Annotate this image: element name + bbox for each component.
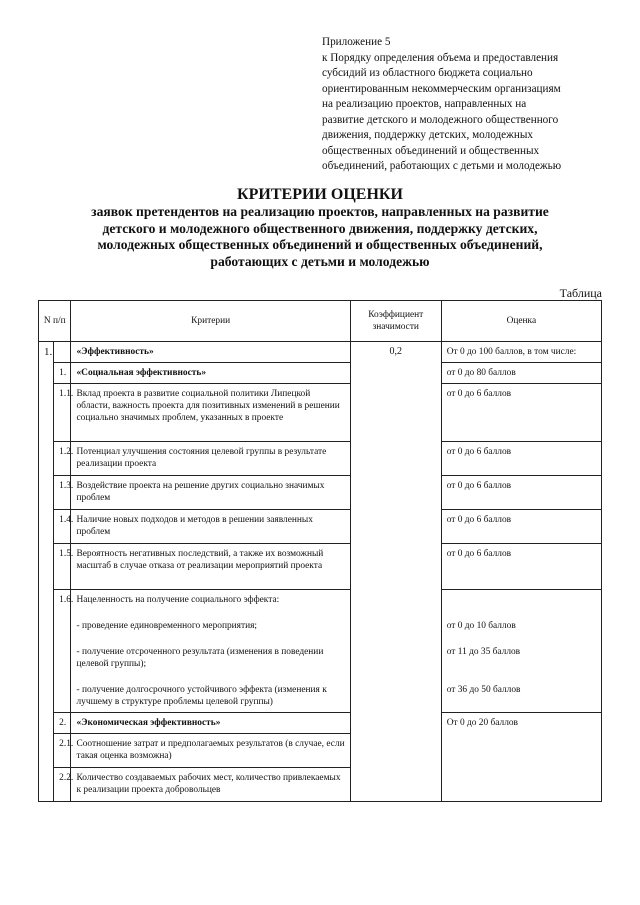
row-number: 2.1. <box>54 734 71 768</box>
table-row <box>39 363 602 384</box>
subitem-text: - получение долгосрочного устойчивого эффекта (изменения к лучшему в структуре проблемы целевой группы) <box>76 685 327 707</box>
row-criterion: Соотношение затрат и предполагаемых результатов (в случае, если такая оценка возможна) <box>71 734 350 768</box>
header-coef <box>350 301 441 342</box>
subitem-score: от 11 до 35 баллов <box>446 647 521 657</box>
row-score: от 0 до 6 баллов <box>441 544 601 590</box>
header-coef-line: значимости <box>372 322 419 332</box>
subitem-score: от 0 до 10 баллов <box>446 621 516 631</box>
table-row <box>39 544 602 590</box>
row-number: 1.3. <box>54 476 71 510</box>
appendix-line: субсидий из областного бюджета социально <box>322 67 533 79</box>
document-subtitle <box>20 204 620 270</box>
row-criterion: Количество создаваемых рабочих мест, количество привлекаемых к реализации проекта добровольцев <box>71 768 350 802</box>
appendix-line: общественных объединений и общественных <box>322 144 540 157</box>
row-criterion: Наличие новых подходов и методов в решении заявленных проблем <box>71 510 350 544</box>
row-score: от 0 до 6 баллов <box>441 442 601 476</box>
table-header-row <box>39 301 602 342</box>
row-criterion: Вклад проекта в развитие социальной политики Липецкой области, важность проекта для позитивных изменений в решении социально значимых проблем, указанных в проекте <box>71 384 350 442</box>
row-number: 1.6. <box>54 590 71 713</box>
table-row <box>39 442 602 476</box>
row-score <box>441 590 601 713</box>
subtitle-line: детского и молодежного общественного движения, поддержку детских, <box>102 220 538 236</box>
criterion-intro: Нацеленность на получение социального эффекта: <box>76 595 280 605</box>
row-score: От 0 до 100 баллов, в том числе: <box>441 342 601 363</box>
appendix-block <box>322 35 622 175</box>
row-number: 1.4. <box>54 510 71 544</box>
subtitle-line: работающих с детьми и молодежью <box>210 253 430 269</box>
appendix-line: на реализацию проектов, направленных на <box>322 98 527 110</box>
row-number: 2. <box>54 713 71 734</box>
row-score: от 0 до 6 баллов <box>441 476 601 510</box>
appendix-line: объединений, работающих с детьми и молодежью <box>322 160 562 172</box>
header-criteria: Критерии <box>71 301 350 342</box>
row-score: От 0 до 20 баллов <box>441 713 601 802</box>
row-criterion <box>71 590 350 713</box>
row-criterion: «Эффективность» <box>71 342 350 363</box>
table-row <box>39 476 602 510</box>
row-score: от 0 до 6 баллов <box>441 384 601 442</box>
group-number: 1. <box>39 342 54 802</box>
table-row <box>39 342 602 363</box>
criteria-table <box>38 300 602 802</box>
row-score: от 0 до 80 баллов <box>441 363 601 384</box>
subtitle-line: заявок претендентов на реализацию проектов, направленных на развитие <box>91 204 549 219</box>
header-num: N п/п <box>39 301 71 342</box>
subitem-text: - получение отсроченного результата (изменения в поведении целевой группы); <box>76 647 324 669</box>
row-score: от 0 до 6 баллов <box>441 510 601 544</box>
table-row <box>39 590 602 713</box>
appendix-line: к Порядку определения объема и предоставления <box>322 51 559 64</box>
row-number <box>54 342 71 363</box>
row-number: 1. <box>54 363 71 384</box>
appendix-line: развитие детского и молодежного общественного <box>322 113 559 126</box>
row-criterion: «Социальная эффективность» <box>71 363 350 384</box>
table-row <box>39 384 602 442</box>
header-score: Оценка <box>441 301 601 342</box>
subtitle-line: молодежных общественных объединений и общественных объединений, <box>97 237 543 252</box>
row-number: 1.5. <box>54 544 71 590</box>
document-title: КРИТЕРИИ ОЦЕНКИ <box>237 186 403 203</box>
coef-value: 0,2 <box>350 342 441 802</box>
row-criterion: Потенциал улучшения состояния целевой группы в результате реализации проекта <box>71 442 350 476</box>
subitem-text: - проведение единовременного мероприятия; <box>76 621 258 631</box>
score-spacer <box>447 594 596 606</box>
row-number: 2.2. <box>54 768 71 802</box>
row-criterion: Вероятность негативных последствий, а также их возможный масштаб в случае отказа от реализации мероприятий проекта <box>71 544 350 590</box>
header-coef-line: Коэффициент <box>368 310 424 320</box>
appendix-line: ориентированным некоммерческим организациям <box>322 82 561 95</box>
subitem-score: от 36 до 50 баллов <box>446 685 521 695</box>
table-row <box>39 510 602 544</box>
row-number: 1.1. <box>54 384 71 442</box>
row-number: 1.2. <box>54 442 71 476</box>
appendix-line: Приложение 5 <box>322 36 391 48</box>
row-criterion: Воздействие проекта на решение других социально значимых проблем <box>71 476 350 510</box>
row-criterion: «Экономическая эффективность» <box>71 713 350 734</box>
table-caption: Таблица <box>559 286 602 300</box>
appendix-line: движения, поддержку детских, молодежных <box>322 129 533 141</box>
table-row <box>39 713 602 734</box>
